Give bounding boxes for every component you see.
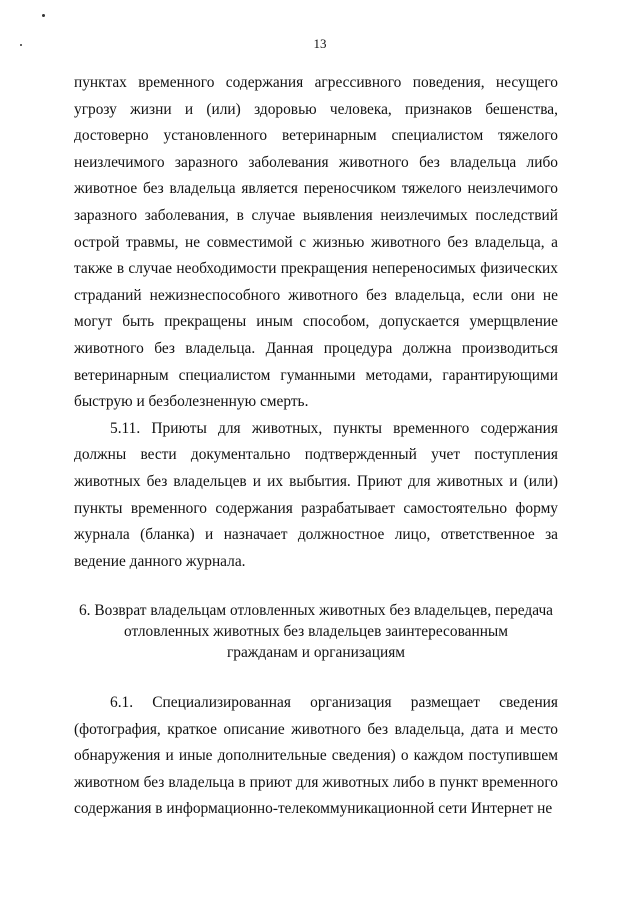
section-heading-line: 6. Возврат владельцам отловленных животных без владельцев, передача — [78, 602, 554, 619]
scan-speck — [42, 14, 45, 17]
paragraph-continuation: пунктах временного содержания агрессивного поведения, несущего угрозу жизни и (или) здоровью человека, признаков бешенства, достоверно установленного ветеринарным специалистом тяжелого неизлечимого заразного заболевания животного без владельца либо животное без владельца является переносчиком тяжелого неизлечимого заразного заболевания, в случае выявления неизлечимых последствий острой травмы, не совместимой с жизнью животного без владельца, а также в случае необходимости прекращения непереносимых физических страданий нежизнеспособного животного без владельца, если они не могут быть прекращены иным способом, допускается умерщвление животного без владельца. Данная процедура должна производиться ветеринарным специалистом гуманными методами, гарантирующими быструю и безболезненную смерть. — [74, 74, 558, 411]
section-heading — [74, 600, 558, 663]
section-heading-line: отловленных животных без владельцев заинтересованным — [123, 623, 509, 640]
body-text-top — [74, 70, 558, 575]
page-number: 13 — [313, 36, 327, 51]
section-heading-line: гражданам и организациям — [226, 644, 406, 661]
paragraph-5-11: 5.11. Приюты для животных, пункты временного содержания должны вести документально подтвержденный учет поступления животных без владельцев и их выбытия. Приют для животных и (или) пункты временного содержания разрабатывает самостоятельно форму журнала (бланка) и назначает должностное лицо, ответственное за ведение данного журнала. — [74, 419, 558, 570]
paragraph-6-1: 6.1. Специализированная организация размещает сведения (фотография, краткое описание животного без владельца, дата и место обнаружения и иные дополнительные сведения) о каждом поступившем животном без владельца в приют для животных либо в пункт временного содержания в информационно-телекоммуникационной сети Интернет не — [74, 694, 558, 818]
body-text-bottom — [74, 690, 558, 823]
